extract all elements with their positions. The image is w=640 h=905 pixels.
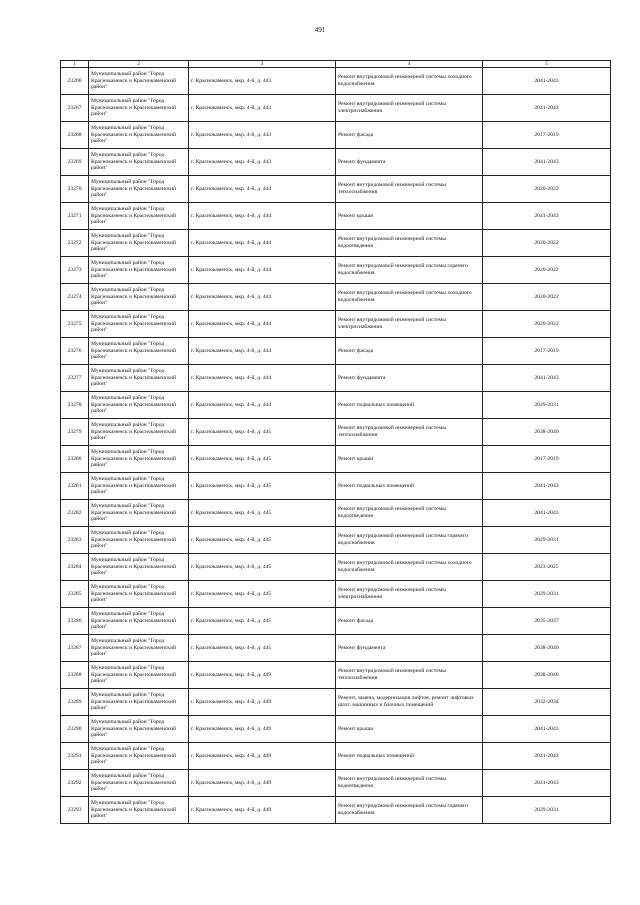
municipality-cell: Муниципальный район "Город Краснокаменск и Краснокаменский район" (89, 419, 189, 446)
period-cell: 2017-2019 (483, 446, 611, 473)
period-cell: 2020-2022 (483, 230, 611, 257)
address-cell: г. Краснокаменск, мкр. 4-й, д. 443 (189, 122, 336, 149)
row-number: 23285 (61, 581, 89, 608)
work-type-cell: Ремонт подвальных помещений (336, 392, 483, 419)
table-row (61, 122, 611, 149)
row-number: 23290 (61, 716, 89, 743)
work-type-cell: Ремонт внутридомовой инженерной системы электроснабжения (336, 311, 483, 338)
table-row (61, 338, 611, 365)
work-type-cell: Ремонт внутридомовой инженерной системы холодного водоснабжения (336, 554, 483, 581)
period-cell: 2029-2031 (483, 527, 611, 554)
period-cell: 2032-2034 (483, 689, 611, 716)
table-row (61, 95, 611, 122)
repair-schedule-table (60, 60, 611, 824)
municipality-cell: Муниципальный район "Город Краснокаменск и Краснокаменский район" (89, 446, 189, 473)
work-type-cell: Ремонт внутридомовой инженерной системы горячего водоснабжения (336, 527, 483, 554)
work-type-cell: Ремонт подвальных помещений (336, 473, 483, 500)
address-cell: г. Краснокаменск, мкр. 4-й, д. 449 (189, 797, 336, 824)
municipality-cell: Муниципальный район "Город Краснокаменск и Краснокаменский район" (89, 554, 189, 581)
period-cell: 2020-2022 (483, 284, 611, 311)
municipality-cell: Муниципальный район "Город Краснокаменск и Краснокаменский район" (89, 500, 189, 527)
period-cell: 2041-2043 (483, 716, 611, 743)
address-cell: г. Краснокаменск, мкр. 4-й, д. 445 (189, 608, 336, 635)
table-row (61, 662, 611, 689)
table-row (61, 797, 611, 824)
work-type-cell: Ремонт крыши (336, 446, 483, 473)
municipality-cell: Муниципальный район "Город Краснокаменск и Краснокаменский район" (89, 176, 189, 203)
table-body (61, 61, 611, 824)
table-row (61, 716, 611, 743)
municipality-cell: Муниципальный район "Город Краснокаменск и Краснокаменский район" (89, 149, 189, 176)
municipality-cell: Муниципальный район "Город Краснокаменск и Краснокаменский район" (89, 95, 189, 122)
work-type-cell: Ремонт внутридомовой инженерной системы теплоснабжения (336, 419, 483, 446)
table-row (61, 527, 611, 554)
period-cell: 2020-2022 (483, 311, 611, 338)
table-row (61, 203, 611, 230)
work-type-cell: Ремонт внутридомовой инженерной системы горячего водоснабжения (336, 797, 483, 824)
address-cell: г. Краснокаменск, мкр. 4-й, д. 443 (189, 149, 336, 176)
row-number: 23267 (61, 95, 89, 122)
table-row (61, 68, 611, 95)
period-cell: 2020-2022 (483, 257, 611, 284)
row-number: 23271 (61, 203, 89, 230)
municipality-cell: Муниципальный район "Город Краснокаменск и Краснокаменский район" (89, 770, 189, 797)
work-type-cell: Ремонт подвальных помещений (336, 743, 483, 770)
work-type-cell: Ремонт внутридомовой инженерной системы электроснабжения (336, 95, 483, 122)
row-number: 23292 (61, 770, 89, 797)
municipality-cell: Муниципальный район "Город Краснокаменск и Краснокаменский район" (89, 338, 189, 365)
address-cell: г. Краснокаменск, мкр. 4-й, д. 445 (189, 446, 336, 473)
municipality-cell: Муниципальный район "Город Краснокаменск и Краснокаменский район" (89, 365, 189, 392)
work-type-cell: Ремонт фундамента (336, 365, 483, 392)
work-type-cell: Ремонт внутридомовой инженерной системы теплоснабжения (336, 662, 483, 689)
address-cell: г. Краснокаменск, мкр. 4-й, д. 449 (189, 770, 336, 797)
address-cell: г. Краснокаменск, мкр. 4-й, д. 444 (189, 203, 336, 230)
work-type-cell: Ремонт внутридомовой инженерной системы горячего водоснабжения (336, 257, 483, 284)
row-number: 23281 (61, 473, 89, 500)
address-cell: г. Краснокаменск, мкр. 4-й, д. 445 (189, 500, 336, 527)
address-cell: г. Краснокаменск, мкр. 4-й, д. 449 (189, 689, 336, 716)
table-row (61, 689, 611, 716)
page-number: 491 (314, 26, 326, 34)
row-number: 23282 (61, 500, 89, 527)
table-row (61, 419, 611, 446)
municipality-cell: Муниципальный район "Город Краснокаменск и Краснокаменский район" (89, 311, 189, 338)
municipality-cell: Муниципальный район "Город Краснокаменск и Краснокаменский район" (89, 743, 189, 770)
table-header-row (61, 61, 611, 68)
period-cell: 2035-2037 (483, 608, 611, 635)
period-cell: 2020-2022 (483, 176, 611, 203)
table-row (61, 473, 611, 500)
municipality-cell: Муниципальный район "Город Краснокаменск и Краснокаменский район" (89, 392, 189, 419)
municipality-cell: Муниципальный район "Город Краснокаменск и Краснокаменский район" (89, 68, 189, 95)
municipality-cell: Муниципальный район "Город Краснокаменск и Краснокаменский район" (89, 635, 189, 662)
address-cell: г. Краснокаменск, мкр. 4-й, д. 449 (189, 716, 336, 743)
period-cell: 2041-2043 (483, 473, 611, 500)
row-number: 23284 (61, 554, 89, 581)
table-row (61, 608, 611, 635)
address-cell: г. Краснокаменск, мкр. 4-й, д. 444 (189, 365, 336, 392)
column-header-3: 3 (189, 61, 336, 68)
table-row (61, 311, 611, 338)
column-header-5: 5 (483, 61, 611, 68)
work-type-cell: Ремонт внутридомовой инженерной системы водоотведения (336, 770, 483, 797)
municipality-cell: Муниципальный район "Город Краснокаменск и Краснокаменский район" (89, 230, 189, 257)
table-row (61, 149, 611, 176)
period-cell: 2038-2040 (483, 419, 611, 446)
work-type-cell: Ремонт внутридомовой инженерной системы теплоснабжения (336, 176, 483, 203)
work-type-cell: Ремонт внутридомовой инженерной системы холодного водоснабжения (336, 284, 483, 311)
address-cell: г. Краснокаменск, мкр. 4-й, д. 445 (189, 473, 336, 500)
municipality-cell: Муниципальный район "Город Краснокаменск и Краснокаменский район" (89, 581, 189, 608)
address-cell: г. Краснокаменск, мкр. 4-й, д. 444 (189, 257, 336, 284)
row-number: 23286 (61, 608, 89, 635)
row-number: 23278 (61, 392, 89, 419)
row-number: 23276 (61, 338, 89, 365)
work-type-cell: Ремонт крыши (336, 716, 483, 743)
municipality-cell: Муниципальный район "Город Краснокаменск и Краснокаменский район" (89, 608, 189, 635)
table-row (61, 176, 611, 203)
row-number: 23279 (61, 419, 89, 446)
address-cell: г. Краснокаменск, мкр. 4-й, д. 445 (189, 554, 336, 581)
municipality-cell: Муниципальный район "Город Краснокаменск и Краснокаменский район" (89, 689, 189, 716)
period-cell: 2041-2043 (483, 743, 611, 770)
period-cell: 2041-2043 (483, 500, 611, 527)
period-cell: 2041-2043 (483, 770, 611, 797)
row-number: 23266 (61, 68, 89, 95)
period-cell: 2038-2040 (483, 635, 611, 662)
address-cell: г. Краснокаменск, мкр. 4-й, д. 444 (189, 230, 336, 257)
municipality-cell: Муниципальный район "Город Краснокаменск и Краснокаменский район" (89, 527, 189, 554)
work-type-cell: Ремонт внутридомовой инженерной системы электроснабжения (336, 581, 483, 608)
address-cell: г. Краснокаменск, мкр. 4-й, д. 444 (189, 284, 336, 311)
work-type-cell: Ремонт крыши (336, 203, 483, 230)
period-cell: 2029-2031 (483, 581, 611, 608)
period-cell: 2017-2019 (483, 338, 611, 365)
municipality-cell: Муниципальный район "Город Краснокаменск и Краснокаменский район" (89, 203, 189, 230)
period-cell: 2029-2031 (483, 797, 611, 824)
table-row (61, 554, 611, 581)
work-type-cell: Ремонт фундамента (336, 149, 483, 176)
period-cell: 2041-2043 (483, 68, 611, 95)
table-row (61, 581, 611, 608)
row-number: 23289 (61, 689, 89, 716)
period-cell: 2017-2019 (483, 122, 611, 149)
row-number: 23269 (61, 149, 89, 176)
period-cell: 2041-2043 (483, 365, 611, 392)
address-cell: г. Краснокаменск, мкр. 4-й, д. 449 (189, 743, 336, 770)
column-header-4: 4 (336, 61, 483, 68)
period-cell: 2041-2043 (483, 203, 611, 230)
period-cell: 2029-2031 (483, 392, 611, 419)
address-cell: г. Краснокаменск, мкр. 4-й, д. 444 (189, 311, 336, 338)
table-row (61, 230, 611, 257)
address-cell: г. Краснокаменск, мкр. 4-й, д. 443 (189, 95, 336, 122)
period-cell: 2023-2025 (483, 554, 611, 581)
municipality-cell: Муниципальный район "Город Краснокаменск и Краснокаменский район" (89, 797, 189, 824)
row-number: 23280 (61, 446, 89, 473)
table-row (61, 635, 611, 662)
work-type-cell: Ремонт фасада (336, 338, 483, 365)
column-header-2: 2 (89, 61, 189, 68)
period-cell: 2038-2040 (483, 662, 611, 689)
address-cell: г. Краснокаменск, мкр. 4-й, д. 449 (189, 662, 336, 689)
table-row (61, 500, 611, 527)
row-number: 23287 (61, 635, 89, 662)
row-number: 23273 (61, 257, 89, 284)
table-row (61, 257, 611, 284)
address-cell: г. Краснокаменск, мкр. 4-й, д. 443 (189, 68, 336, 95)
work-type-cell: Ремонт, замена, модернизация лифтов, ремонт лифтовых шахт, машинных и блочных помещений (336, 689, 483, 716)
municipality-cell: Муниципальный район "Город Краснокаменск и Краснокаменский район" (89, 122, 189, 149)
municipality-cell: Муниципальный район "Город Краснокаменск и Краснокаменский район" (89, 716, 189, 743)
municipality-cell: Муниципальный район "Город Краснокаменск и Краснокаменский район" (89, 257, 189, 284)
address-cell: г. Краснокаменск, мкр. 4-й, д. 445 (189, 581, 336, 608)
work-type-cell: Ремонт внутридомовой инженерной системы водоотведения (336, 500, 483, 527)
municipality-cell: Муниципальный район "Город Краснокаменск и Краснокаменский район" (89, 662, 189, 689)
row-number: 23277 (61, 365, 89, 392)
row-number: 23274 (61, 284, 89, 311)
row-number: 23275 (61, 311, 89, 338)
period-cell: 2041-2043 (483, 95, 611, 122)
address-cell: г. Краснокаменск, мкр. 4-й, д. 444 (189, 338, 336, 365)
column-header-1: 1 (61, 61, 89, 68)
table-row (61, 392, 611, 419)
row-number: 23283 (61, 527, 89, 554)
municipality-cell: Муниципальный район "Город Краснокаменск и Краснокаменский район" (89, 284, 189, 311)
period-cell: 2041-2043 (483, 149, 611, 176)
work-type-cell: Ремонт внутридомовой инженерной системы холодного водоснабжения (336, 68, 483, 95)
row-number: 23293 (61, 797, 89, 824)
work-type-cell: Ремонт фундамента (336, 635, 483, 662)
work-type-cell: Ремонт фасада (336, 608, 483, 635)
row-number: 23288 (61, 662, 89, 689)
work-type-cell: Ремонт фасада (336, 122, 483, 149)
row-number: 23268 (61, 122, 89, 149)
row-number: 23270 (61, 176, 89, 203)
address-cell: г. Краснокаменск, мкр. 4-й, д. 445 (189, 527, 336, 554)
municipality-cell: Муниципальный район "Город Краснокаменск и Краснокаменский район" (89, 473, 189, 500)
table-row (61, 365, 611, 392)
row-number: 23272 (61, 230, 89, 257)
work-type-cell: Ремонт внутридомовой инженерной системы водоотведения (336, 230, 483, 257)
address-cell: г. Краснокаменск, мкр. 4-й, д. 445 (189, 419, 336, 446)
row-number: 23291 (61, 743, 89, 770)
table-row (61, 446, 611, 473)
table-row (61, 743, 611, 770)
address-cell: г. Краснокаменск, мкр. 4-й, д. 445 (189, 635, 336, 662)
table-row (61, 770, 611, 797)
address-cell: г. Краснокаменск, мкр. 4-й, д. 444 (189, 392, 336, 419)
table-row (61, 284, 611, 311)
address-cell: г. Краснокаменск, мкр. 4-й, д. 444 (189, 176, 336, 203)
